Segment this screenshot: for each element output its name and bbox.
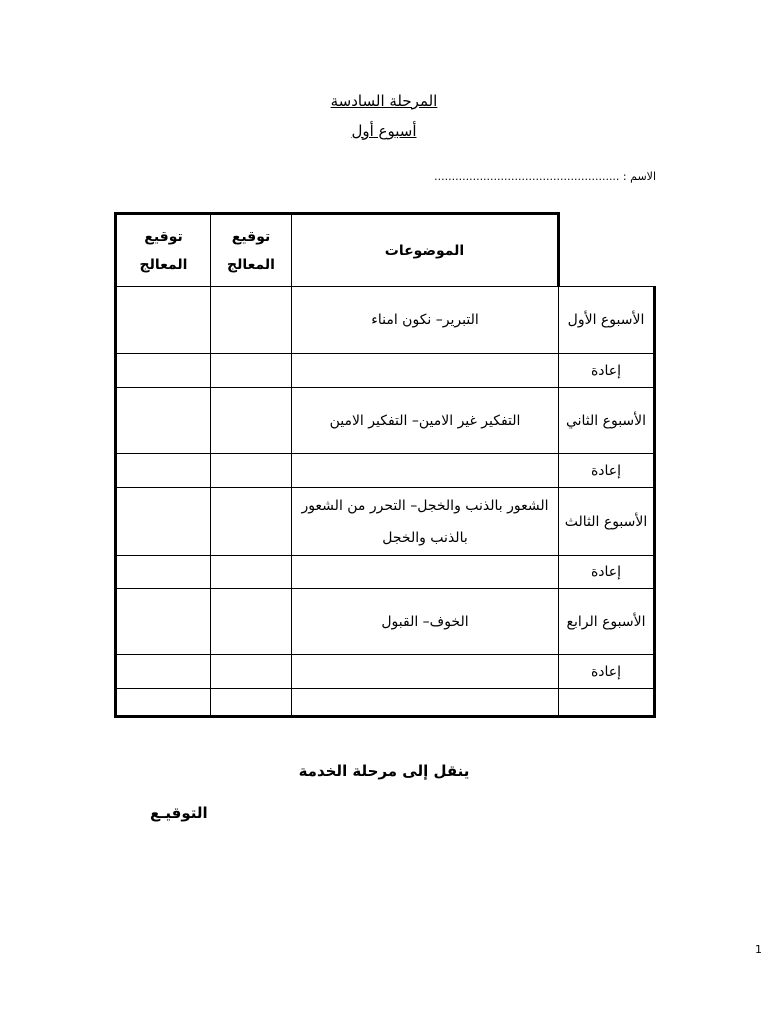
week-cell: الأسبوع الأول: [559, 287, 655, 354]
week-cell: الأسبوع الرابع: [559, 589, 655, 655]
page-title: المرحلة السادسة: [330, 92, 438, 110]
header-topics: الموضوعات: [292, 214, 559, 287]
table-row: [116, 655, 655, 689]
header-signature-2: توقيع المعالج: [211, 214, 292, 287]
topic-cell: [292, 354, 559, 388]
topic-cell: الخوف– القبول: [292, 589, 559, 655]
page-subtitle: أسبوع أول: [351, 122, 417, 140]
sig-cell: [116, 589, 211, 655]
week-cell: إعادة: [559, 354, 655, 388]
sig-cell: [116, 454, 211, 488]
sig-cell: [211, 454, 292, 488]
week-cell: إعادة: [559, 454, 655, 488]
sig-cell: [211, 354, 292, 388]
topic-cell: الشعور بالذنب والخجل– التحرر من الشعور بالذنب والخجل: [292, 488, 559, 556]
week-cell: الأسبوع الثالث: [559, 488, 655, 556]
topic-cell: [292, 454, 559, 488]
schedule-table: [114, 212, 656, 718]
sig-cell: [116, 388, 211, 454]
sig-cell: [116, 556, 211, 589]
table-row: [116, 488, 655, 556]
table-row: [116, 354, 655, 388]
topic-cell: [292, 689, 559, 717]
name-field-label: الاسم : .....................................................: [434, 170, 656, 183]
week-cell: إعادة: [559, 655, 655, 689]
sig-cell: [211, 655, 292, 689]
table-header-row: [116, 214, 655, 287]
sig-cell: [211, 287, 292, 354]
page-number: 1: [755, 943, 762, 956]
table-row: [116, 388, 655, 454]
table-row: [116, 556, 655, 589]
sig-cell: [116, 354, 211, 388]
signature-label: التوقيـع: [150, 804, 208, 822]
week-cell: [559, 689, 655, 717]
sig-cell: [116, 689, 211, 717]
table-row: [116, 589, 655, 655]
table-row: [116, 454, 655, 488]
sig-cell: [211, 556, 292, 589]
week-cell: الأسبوع الثاني: [559, 388, 655, 454]
header-empty-cell: [559, 214, 655, 287]
table-row: [116, 287, 655, 354]
table-row-empty: [116, 689, 655, 717]
topic-cell: التبرير– نكون امناء: [292, 287, 559, 354]
sig-cell: [116, 488, 211, 556]
transfer-text: ينقل إلى مرحلة الخدمة: [298, 762, 470, 780]
sig-cell: [211, 689, 292, 717]
sig-cell: [116, 287, 211, 354]
topic-cell: [292, 556, 559, 589]
week-cell: إعادة: [559, 556, 655, 589]
sig-cell: [116, 655, 211, 689]
header-signature-1: توقيع المعالج: [116, 214, 211, 287]
sig-cell: [211, 589, 292, 655]
topic-cell: [292, 655, 559, 689]
sig-cell: [211, 388, 292, 454]
topic-cell: التفكير غير الامين– التفكير الامين: [292, 388, 559, 454]
sig-cell: [211, 488, 292, 556]
